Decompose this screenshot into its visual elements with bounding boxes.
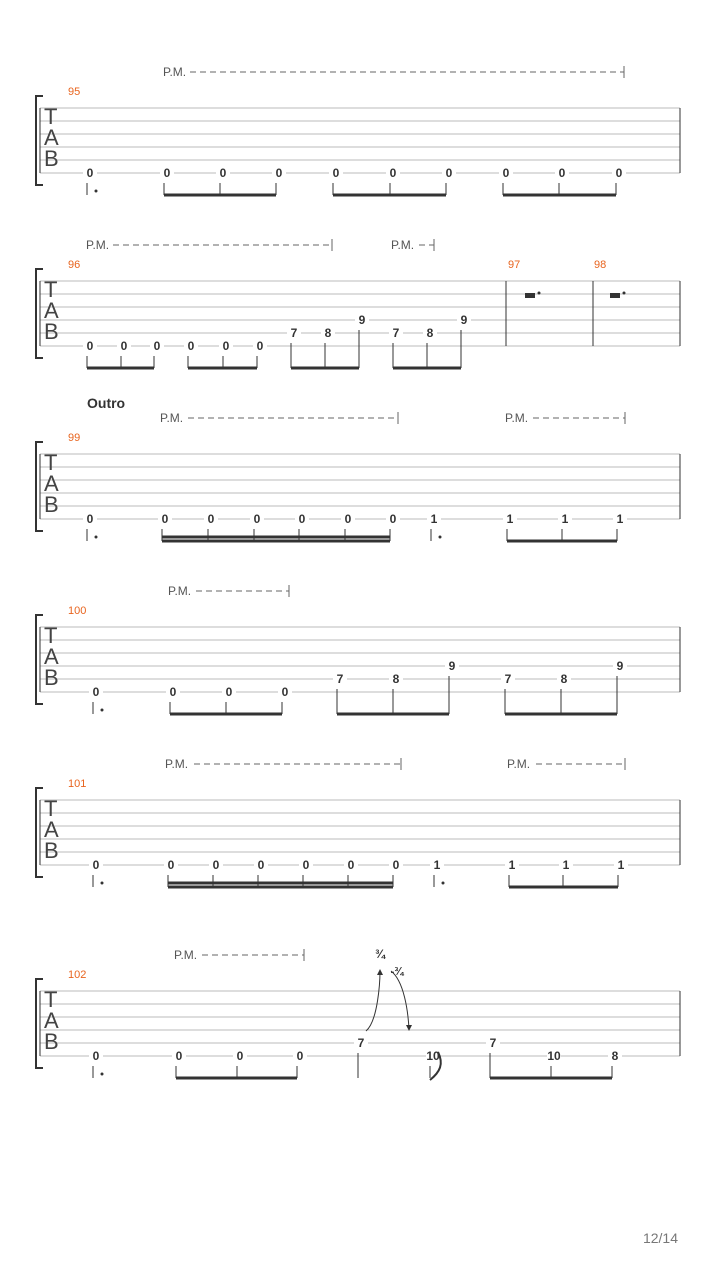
section-label: Outro: [87, 395, 126, 411]
bend-amount: ¾: [374, 947, 386, 961]
fret-number: 8: [392, 672, 400, 686]
tab-clef-letter: B: [44, 838, 59, 863]
measure-number: 95: [68, 86, 81, 98]
duration-dot: [101, 882, 104, 885]
fret-number: 0: [219, 166, 227, 180]
fret-number: 0: [169, 685, 177, 699]
fret-number: 0: [392, 858, 400, 872]
tab-clef-letter: A: [44, 817, 59, 842]
fret-number: 0: [187, 339, 195, 353]
fret-number: 1: [433, 858, 441, 872]
release-amount: -¾: [390, 966, 404, 978]
fret-number: 7: [290, 326, 298, 340]
palm-mute-label: P.M.: [168, 584, 192, 598]
fret-number: 0: [256, 339, 264, 353]
fret-number: 0: [344, 512, 352, 526]
fret-number: 8: [560, 672, 568, 686]
fret-number: 0: [92, 1049, 100, 1063]
fret-number: 7: [336, 672, 344, 686]
whole-rest: [610, 293, 620, 298]
fret-number: 0: [175, 1049, 183, 1063]
fret-number: 9: [460, 313, 468, 327]
fret-number: 0: [207, 512, 215, 526]
tab-clef-letter: T: [44, 104, 58, 129]
tab-clef-letter: T: [44, 277, 58, 302]
tab-clef-letter: B: [44, 665, 59, 690]
fret-number: 0: [298, 512, 306, 526]
fret-number: 9: [358, 313, 366, 327]
fret-number: 7: [504, 672, 512, 686]
tab-clef-letter: A: [44, 1008, 59, 1033]
tab-system: [36, 947, 680, 1080]
fret-number: 0: [153, 339, 161, 353]
fret-number: 0: [332, 166, 340, 180]
tab-system: [36, 65, 680, 195]
fret-number: 0: [302, 858, 310, 872]
rest-dot: [538, 292, 541, 295]
fret-number: 0: [86, 512, 94, 526]
measure-number: 96: [68, 259, 81, 271]
palm-mute-label: P.M.: [163, 65, 187, 79]
measure-number: 102: [68, 969, 87, 981]
fret-number: 0: [212, 858, 220, 872]
tab-clef-letter: A: [44, 471, 59, 496]
release-curve: [391, 971, 409, 1029]
fret-number: 9: [616, 659, 624, 673]
palm-mute-label: P.M.: [86, 238, 110, 252]
tab-clef-letter: B: [44, 492, 59, 517]
tab-clef-letter: A: [44, 298, 59, 323]
fret-number: 0: [92, 858, 100, 872]
palm-mute-label: P.M.: [391, 238, 415, 252]
page-indicator: [643, 1230, 678, 1246]
tab-clef-letter: A: [44, 125, 59, 150]
fret-number: 0: [296, 1049, 304, 1063]
duration-dot: [442, 882, 445, 885]
fret-number: 7: [357, 1036, 365, 1050]
duration-dot: [439, 536, 442, 539]
fret-number: 8: [324, 326, 332, 340]
page-total: 14: [662, 1230, 678, 1246]
fret-number: 0: [161, 512, 169, 526]
fret-number: 0: [163, 166, 171, 180]
measure-number: 101: [68, 778, 87, 790]
fret-number: 0: [347, 858, 355, 872]
bend-curve: [366, 971, 380, 1031]
fret-number: 8: [426, 326, 434, 340]
tab-clef-letter: T: [44, 450, 58, 475]
fret-number: 7: [489, 1036, 497, 1050]
palm-mute-label: P.M.: [505, 411, 529, 425]
fret-number: 0: [281, 685, 289, 699]
fret-number: 1: [561, 512, 569, 526]
fret-number: 1: [562, 858, 570, 872]
fret-number: 1: [506, 512, 514, 526]
tab-clef-letter: T: [44, 987, 58, 1012]
fret-number: 7: [392, 326, 400, 340]
rest-dot: [623, 292, 626, 295]
palm-mute-label: P.M.: [165, 757, 189, 771]
fret-number: 1: [508, 858, 516, 872]
duration-dot: [101, 709, 104, 712]
tab-system: [36, 757, 680, 887]
whole-rest: [525, 293, 535, 298]
fret-number: 0: [225, 685, 233, 699]
tab-clef-letter: B: [44, 1029, 59, 1054]
page-current: 12: [642, 1230, 659, 1246]
fret-number: 0: [222, 339, 230, 353]
measure-number: 98: [594, 259, 607, 271]
palm-mute-label: P.M.: [160, 411, 184, 425]
fret-number: 0: [389, 166, 397, 180]
palm-mute-label: P.M.: [174, 948, 198, 962]
measure-number: 99: [68, 432, 81, 444]
duration-dot: [95, 190, 98, 193]
fret-number: 0: [120, 339, 128, 353]
tab-system: [36, 395, 680, 541]
fret-number: 0: [615, 166, 623, 180]
measure-number: 97: [508, 259, 521, 271]
fret-number: 8: [611, 1049, 619, 1063]
tab-clef-letter: T: [44, 796, 58, 821]
fret-number: 0: [445, 166, 453, 180]
fret-number: 0: [92, 685, 100, 699]
fret-number: 0: [257, 858, 265, 872]
fret-number: 10: [547, 1049, 561, 1063]
fret-number: 0: [86, 166, 94, 180]
measure-number: 100: [68, 605, 87, 617]
page-separator: /: [658, 1230, 663, 1246]
bend-arrow-up: [377, 969, 383, 975]
fret-number: 0: [86, 339, 94, 353]
fret-number: 0: [167, 858, 175, 872]
palm-mute-label: P.M.: [507, 757, 531, 771]
tab-system: [36, 584, 680, 714]
tab-clef-letter: T: [44, 623, 58, 648]
duration-dot: [101, 1073, 104, 1076]
fret-number: 9: [448, 659, 456, 673]
fret-number: 1: [430, 512, 438, 526]
tab-clef-letter: B: [44, 319, 59, 344]
fret-number: 0: [236, 1049, 244, 1063]
fret-number: 1: [616, 512, 624, 526]
fret-number: 0: [253, 512, 261, 526]
fret-number: 0: [275, 166, 283, 180]
tab-system: [36, 238, 680, 368]
tab-clef-letter: B: [44, 146, 59, 171]
fret-number: 0: [502, 166, 510, 180]
fret-number: 0: [389, 512, 397, 526]
fret-number: 1: [617, 858, 625, 872]
tab-clef-letter: A: [44, 644, 59, 669]
fret-number: 0: [558, 166, 566, 180]
duration-dot: [95, 536, 98, 539]
fret-number: 10: [426, 1049, 440, 1063]
